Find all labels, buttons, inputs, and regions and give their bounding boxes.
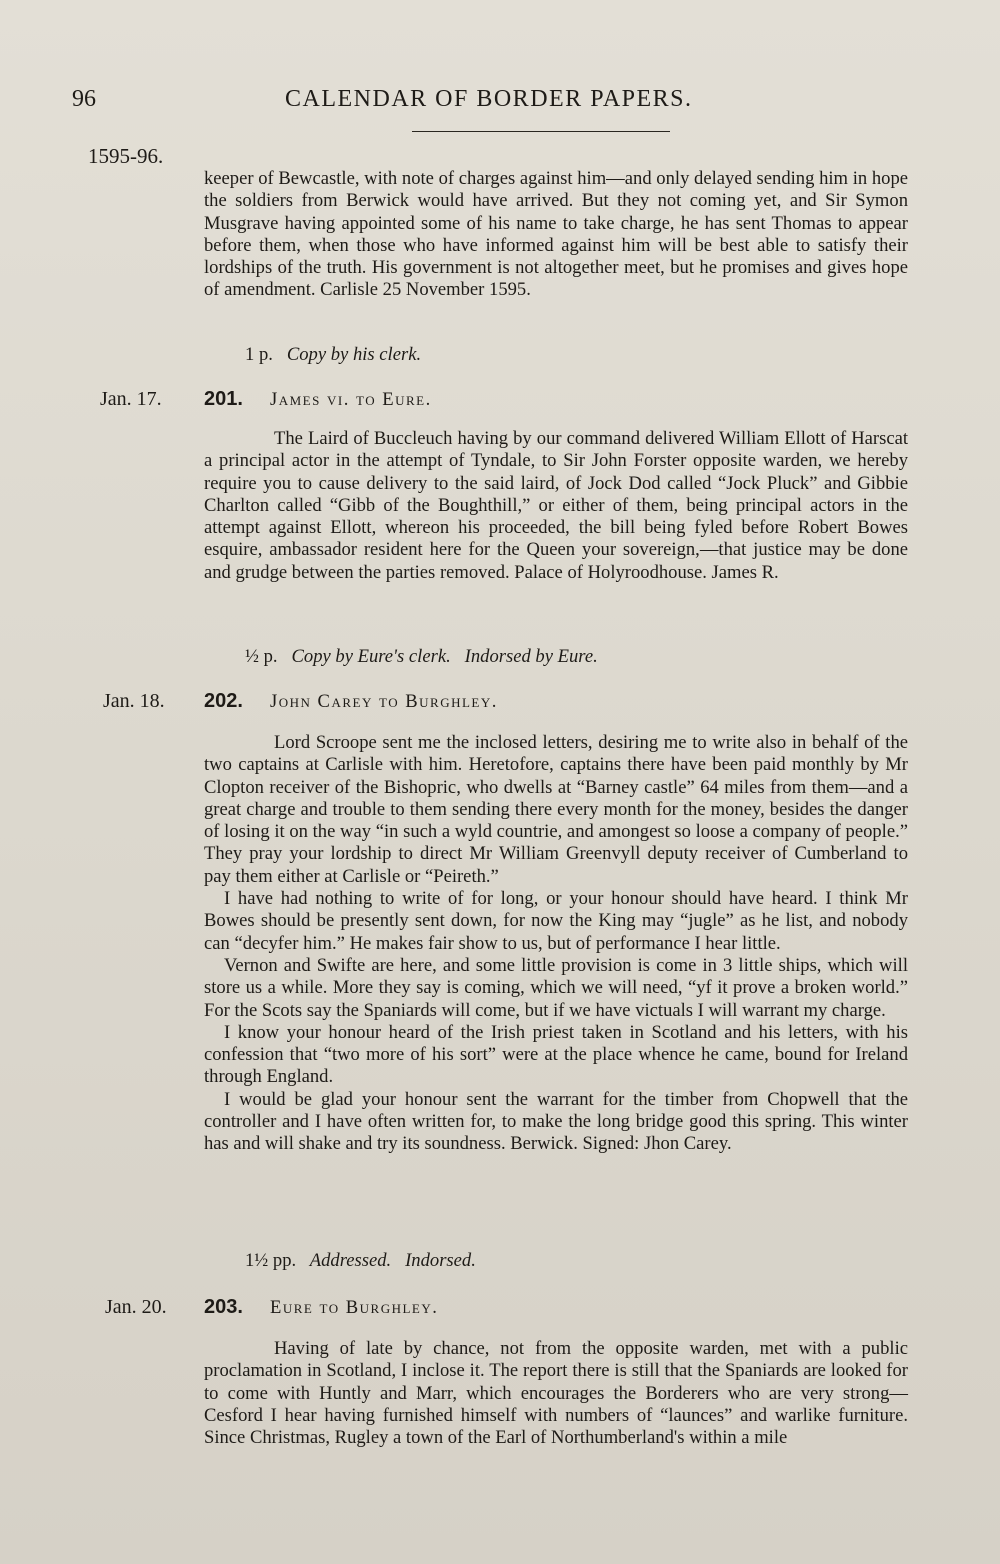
paragraph: I know your honour heard of the Irish priest taken in Scotland and his letters, with his confession that “two more of his sort” were at the place whence he came, bound for Ireland through England.: [204, 1021, 908, 1088]
header-rule: [412, 131, 670, 132]
paragraph: The Laird of Buccleuch having by our command delivered William Ellott of Harscat a principal actor in the attempt of Tyndale, to Sir John Forster opposite warden, we hereby require you to cause delivery to the said laird, of Jock Dod called “Jock Pluck” and Gibbie Charlton called “Gibb of the Boughthill,” or either of them, being principal actors in the attempt against Ellott, whereon his proceeded, the bill being fyled before Robert Bowes esquire, ambassador resident here for the Queen your sovereign,—that justice may be done and grudge between the parties removed. Palace of Holyroodhouse. James R.: [204, 428, 908, 583]
note-text: Copy by Eure's clerk. Indorsed by Eure.: [291, 646, 598, 667]
note-text: Addressed. Indorsed.: [309, 1250, 476, 1271]
entry-number: 201.: [204, 388, 243, 410]
note-pages: ½ p.: [245, 646, 278, 667]
note-pages: 1½ pp.: [245, 1250, 297, 1271]
entry-note: [245, 646, 598, 668]
page-number: 96: [72, 86, 96, 112]
entry-title: Eure to Burghley.: [270, 1297, 439, 1318]
entry-date: Jan. 20.: [105, 1296, 167, 1318]
continuation-text: [204, 168, 908, 302]
paragraph: Lord Scroope sent me the inclosed letters, desiring me to write also in behalf of the two captains at Carlisle with him. Heretofore, captains there have been paid monthly by Mr Clopton receiver of the Bishopric, who dwells at “Barney castle” 64 miles from them—and a great charge and trouble to them sending there every month for the money, besides the danger of losing it on the way “in such a wyld countrie, and amongest so loose a company of people.” They pray your lordship to direct Mr William Greenvyll deputy receiver of Cumberland to pay them either at Carlisle or “Peireth.”: [204, 732, 908, 887]
paragraph: Having of late by chance, not from the opposite warden, met with a public proclamation in Scotland, I inclose it. The report there is still that the Spaniards are looked for to come with Huntly and Marr, which encourages the Borderers who are very strong—Cesford I hear having furnished himself with numbers of “launces” and warlike furniture. Since Christmas, Rugley a town of the Earl of Northumberland's within a mile: [204, 1338, 908, 1449]
entry-number: 202.: [204, 690, 243, 712]
running-title: CALENDAR OF BORDER PAPERS.: [285, 86, 693, 112]
continuation-note: [245, 344, 421, 366]
entry-body: [204, 428, 908, 584]
entry-number: 203.: [204, 1296, 243, 1318]
note-text: Copy by his clerk.: [286, 344, 422, 365]
page-header: [0, 86, 1000, 126]
entry-note: [245, 1250, 476, 1272]
entry-title: James vi. to Eure.: [270, 389, 432, 410]
paragraph: Vernon and Swifte are here, and some little provision is come in 3 little ships, which will store us a while. More they say is coming, which we will need, “yf it prove a broken world.” For the Scots say the Spaniards will come, but if we have victuals I will warrant my charge.: [204, 954, 908, 1021]
year-margin: 1595-96.: [88, 144, 164, 168]
paragraph: keeper of Bewcastle, with note of charges against him—and only delayed sending him in hope the soldiers from Berwick would have arrived. But they not coming yet, and Sir Symon Musgrave having appointed some of his name to take charge, he has sent Thomas to appear before them, when those who have informed against him will be best able to satisfy their lordships of the truth. His government is not altogether meet, but he promises and gives hope of amendment. Carlisle 25 November 1595.: [204, 168, 908, 301]
entry-body: [204, 732, 908, 1156]
note-pages: 1 p.: [245, 344, 273, 365]
paragraph: I have had nothing to write of for long, or your honour should have heard. I think Mr Bowes should be presently sent down, for now the King may “jugle” as he list, and nobody can “decyfer him.” He makes fair show to us, but of performance I hear little.: [204, 888, 908, 954]
paragraph: I would be glad your honour sent the warrant for the timber from Chopwell that the controller and I have often written for, to make the long bridge good this spring. This winter has and will shake and try its soundness. Berwick. Signed: Jhon Carey.: [204, 1088, 908, 1155]
entry-date: Jan. 17.: [100, 388, 162, 410]
entry-date: Jan. 18.: [103, 690, 165, 712]
entry-body: [204, 1338, 908, 1449]
entry-title: John Carey to Burghley.: [270, 691, 498, 712]
